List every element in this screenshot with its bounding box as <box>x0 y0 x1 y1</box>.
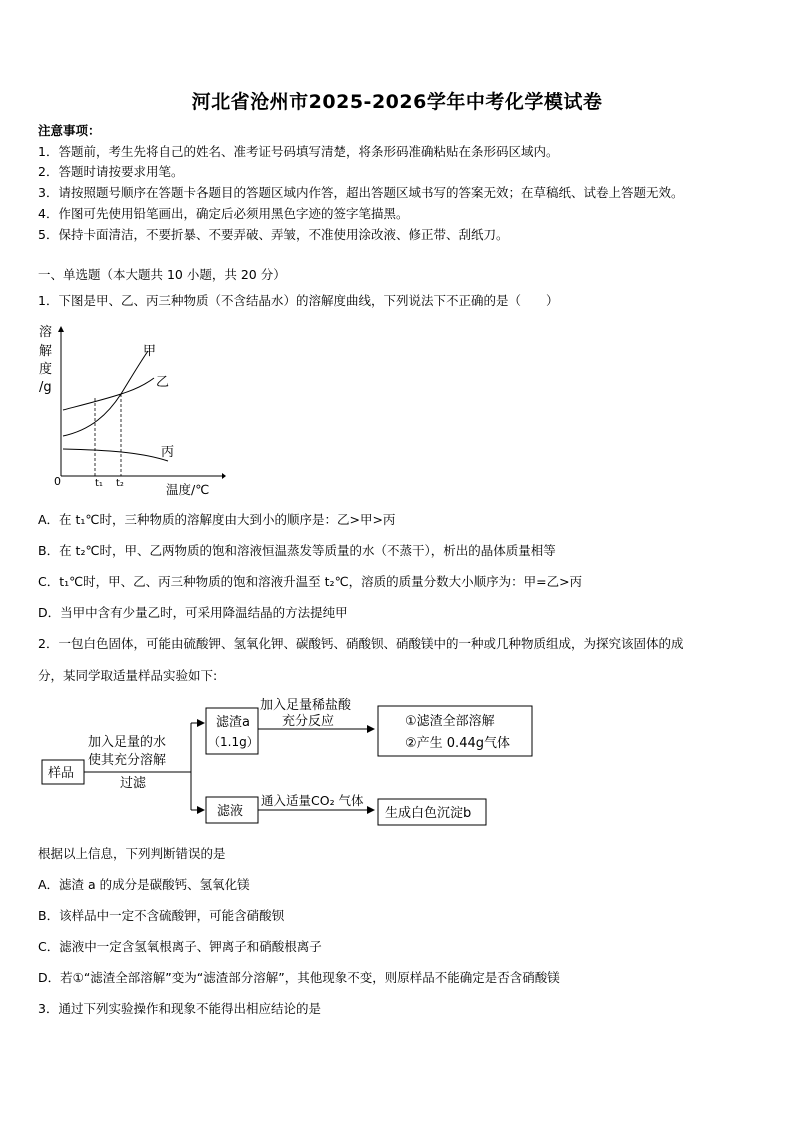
question-3-stem: 3．通过下列实验操作和现象不能得出相应结论的是 <box>38 1001 321 1016</box>
q1-option-a: A．在 t₁℃时，三种物质的溶解度由大到小的顺序是：乙>甲>丙 <box>38 512 396 527</box>
q1-option-d: D．当甲中含有少量乙时，可采用降温结晶的方法提纯甲 <box>38 605 348 620</box>
sample-label: 样品 <box>48 766 75 781</box>
y-label-char: 溶 <box>39 325 53 340</box>
page-title: 河北省沧州市2025-2026学年中考化学模试卷 <box>191 91 603 113</box>
curve-jia <box>63 351 148 436</box>
y-label-char: 度 <box>39 362 53 377</box>
x-axis-arrow <box>222 473 226 479</box>
tick-label-t2: t₂ <box>116 478 124 489</box>
acid-text: 充分反应 <box>282 714 335 729</box>
y-axis-arrow <box>58 326 64 332</box>
q2-option-a: A．滤渣 a 的成分是碳酸钙、氢氧化镁 <box>38 877 250 892</box>
notice-heading: 注意事项： <box>38 123 101 138</box>
curve-label-yi: 乙 <box>156 375 170 390</box>
question-2-stem-cont: 分，某同学取适量样品实验如下: <box>38 668 218 683</box>
q2-option-d: D．若①“滤渣全部溶解”变为“滤渣部分溶解”，其他现象不变，则原样品不能确定是否含硝酸镁 <box>38 970 560 985</box>
solubility-curve-chart <box>36 318 226 500</box>
tick-label-t1: t₁ <box>95 478 103 489</box>
step1-text: 加入足量的水 <box>88 735 167 750</box>
experiment-flow-diagram <box>36 690 556 838</box>
step1-text: 过滤 <box>120 776 147 791</box>
result-text: ②产生 0.44g气体 <box>405 736 510 751</box>
x-axis-label: 温度/℃ <box>166 482 210 497</box>
q2-option-b: B．该样品中一定不含硫酸钾，可能含硝酸钡 <box>38 908 285 923</box>
q1-option-c: C．t₁℃时，甲、乙、丙三种物质的饱和溶液升温至 t₂℃，溶质的质量分数大小顺序为：甲=乙>丙 <box>38 574 583 589</box>
y-label-char: 解 <box>39 344 53 359</box>
curve-bing <box>63 449 168 461</box>
result-text: ①滤渣全部溶解 <box>405 714 495 729</box>
q2-option-c: C．滤液中一定含氢氧根离子、钾离子和硝酸根离子 <box>38 939 322 954</box>
residue-label: 滤渣a <box>216 715 250 730</box>
section-heading: 一、单选题（本大题共 10 小题，共 20 分） <box>38 267 286 282</box>
notice-item: 5．保持卡面清洁，不要折暴、不要弄破、弄皱，不准使用涂改液、修正带、刮纸刀。 <box>38 227 509 242</box>
curve-label-bing: 丙 <box>161 445 175 460</box>
acid-text: 加入足量稀盐酸 <box>260 698 352 713</box>
curve-yi <box>63 378 154 410</box>
question-1-stem: 1．下图是甲、乙、丙三种物质（不含结晶水）的溶解度曲线，下列说法下不正确的是（ ） <box>38 293 559 308</box>
question-2-stem: 2．一包白色固体，可能由硫酸钾、氢氧化钾、碳酸钙、硝酸钡、硝酸镁中的一种或几种物质组成，为探究该固体的成 <box>38 636 684 651</box>
step1-text: 使其充分溶解 <box>88 753 167 768</box>
precipitate-text: 生成白色沉淀b <box>385 806 472 821</box>
q2-question: 根据以上信息，下列判断错误的是 <box>38 846 226 861</box>
notice-item: 2．答题时请按要求用笔。 <box>38 164 184 179</box>
q1-option-b: B．在 t₂℃时，甲、乙两物质的饱和溶液恒温蒸发等质量的水（不蒸干），析出的晶体质量相等 <box>38 543 556 558</box>
y-label-char: /g <box>39 380 52 395</box>
notice-item: 1．答题前，考生先将自己的姓名、准考证号码填写清楚，将条形码准确粘贴在条形码区域内。 <box>38 144 559 159</box>
curve-label-jia: 甲 <box>143 344 157 359</box>
filtrate-label: 滤液 <box>217 804 244 819</box>
origin-label: 0 <box>54 475 61 488</box>
co2-text: 通入适量CO₂ 气体 <box>261 793 364 808</box>
notice-item: 3．请按照题号顺序在答题卡各题目的答题区域内作答，超出答题区域书写的答案无效；在草稿纸、试卷上答题无效。 <box>38 185 684 200</box>
residue-mass: （1.1g） <box>208 735 259 749</box>
notice-item: 4．作图可先使用铅笔画出，确定后必须用黑色字迹的签字笔描黑。 <box>38 206 409 221</box>
